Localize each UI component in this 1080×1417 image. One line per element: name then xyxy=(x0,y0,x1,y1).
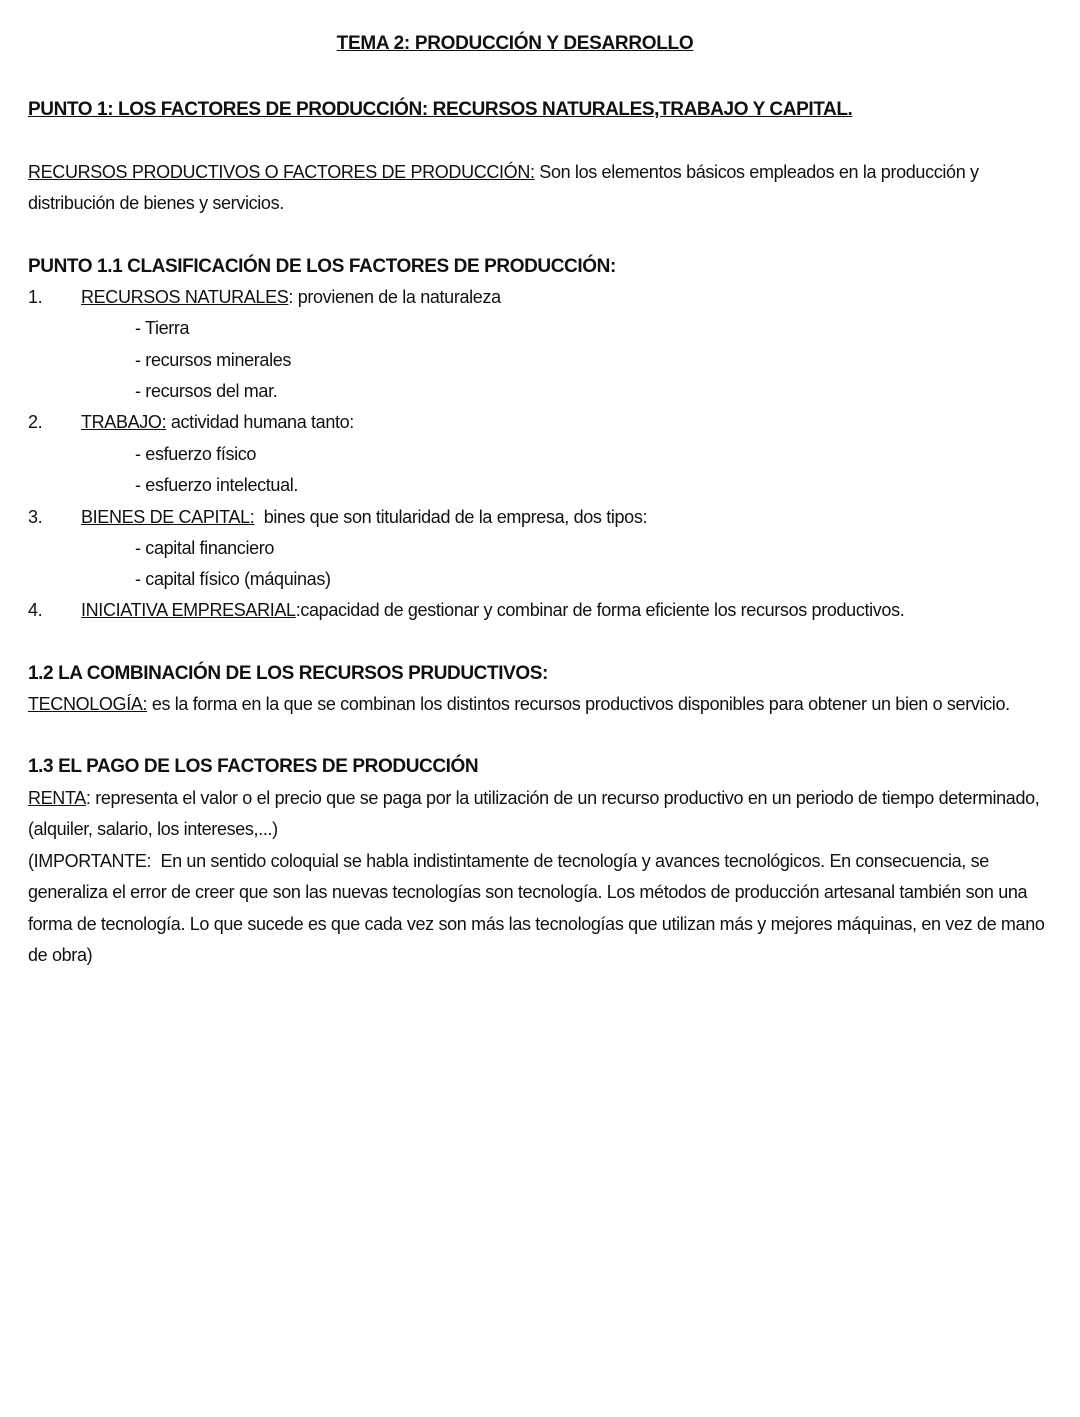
sub-item: - esfuerzo intelectual. xyxy=(135,475,299,495)
document-title-text: TEMA 2: PRODUCCIÓN Y DESARROLLO xyxy=(336,33,694,54)
punto1-definition xyxy=(28,157,1053,220)
document-title xyxy=(0,33,1030,55)
sub-item: - Tierra xyxy=(135,318,190,338)
sub-item: - esfuerzo físico xyxy=(135,444,257,464)
sub-item: - recursos minerales xyxy=(135,350,292,370)
list-item-text: :capacidad de gestionar y combinar de forma eficiente los recursos productivos. xyxy=(295,600,905,620)
list-item-4 xyxy=(28,595,904,626)
punto13-heading: 1.3 EL PAGO DE LOS FACTORES DE PRODUCCIÓN xyxy=(28,756,479,777)
list-item-term: TRABAJO: xyxy=(81,412,167,432)
punto11-heading: PUNTO 1.1 CLASIFICACIÓN DE LOS FACTORES DE PRODUCCIÓN: xyxy=(28,256,616,277)
punto13-note: (IMPORTANTE: En un sentido coloquial se habla indistintamente de tecnología y avances tecnológicos. En consecuencia, se generaliza el error de creer que son las nuevas tecnologías son tecnología. Los métodos de producción artesanal también son una forma de tecnología. Lo que sucede es que cada vez son más las tecnologías que utilizan más y mejores máquinas, en vez de mano de obra) xyxy=(28,851,1050,965)
punto12-definition xyxy=(28,689,1010,720)
punto12-text: es la forma en la que se combinan los distintos recursos productivos disponibles para obtener un bien o servicio. xyxy=(147,694,1010,714)
punto1-definition-term: RECURSOS PRODUCTIVOS O FACTORES DE PRODUCCIÓN: xyxy=(28,162,535,182)
list-item-number: 2. xyxy=(28,412,43,432)
list-item-number: 1. xyxy=(28,287,43,307)
punto12-heading: 1.2 LA COMBINACIÓN DE LOS RECURSOS PRUDUCTIVOS: xyxy=(28,663,548,684)
list-item-text: : provienen de la naturaleza xyxy=(288,287,501,307)
punto13-term: RENTA xyxy=(28,788,86,808)
list-item-text: actividad humana tanto: xyxy=(166,412,354,432)
sub-item: - capital financiero xyxy=(135,538,275,558)
list-item-number: 4. xyxy=(28,600,43,620)
list-item-term: BIENES DE CAPITAL: xyxy=(81,507,255,527)
list-item-text: bines que son titularidad de la empresa, dos tipos: xyxy=(254,507,648,527)
list-item-2 xyxy=(28,407,354,438)
list-item-term: INICIATIVA EMPRESARIAL xyxy=(81,600,296,620)
punto12-term: TECNOLOGÍA: xyxy=(28,694,148,714)
sub-item: - recursos del mar. xyxy=(135,381,278,401)
punto1-heading: PUNTO 1: LOS FACTORES DE PRODUCCIÓN: RECURSOS NATURALES,TRABAJO Y CAPITAL. xyxy=(28,99,853,120)
list-item-number: 3. xyxy=(28,507,43,527)
punto1-definition-text: Son los elementos básicos empleados en la producción y distribución de bienes y servicios. xyxy=(28,162,979,214)
punto13-definition xyxy=(28,783,1053,846)
sub-item: - capital físico (máquinas) xyxy=(135,569,331,589)
list-item-1 xyxy=(28,282,501,313)
list-item-term: RECURSOS NATURALES xyxy=(81,287,289,307)
list-item-3 xyxy=(28,502,647,533)
punto13-text: : representa el valor o el precio que se paga por la utilización de un recurso productivo en un periodo de tiempo determinado, (alquiler, salario, los intereses,...) xyxy=(28,788,1040,840)
